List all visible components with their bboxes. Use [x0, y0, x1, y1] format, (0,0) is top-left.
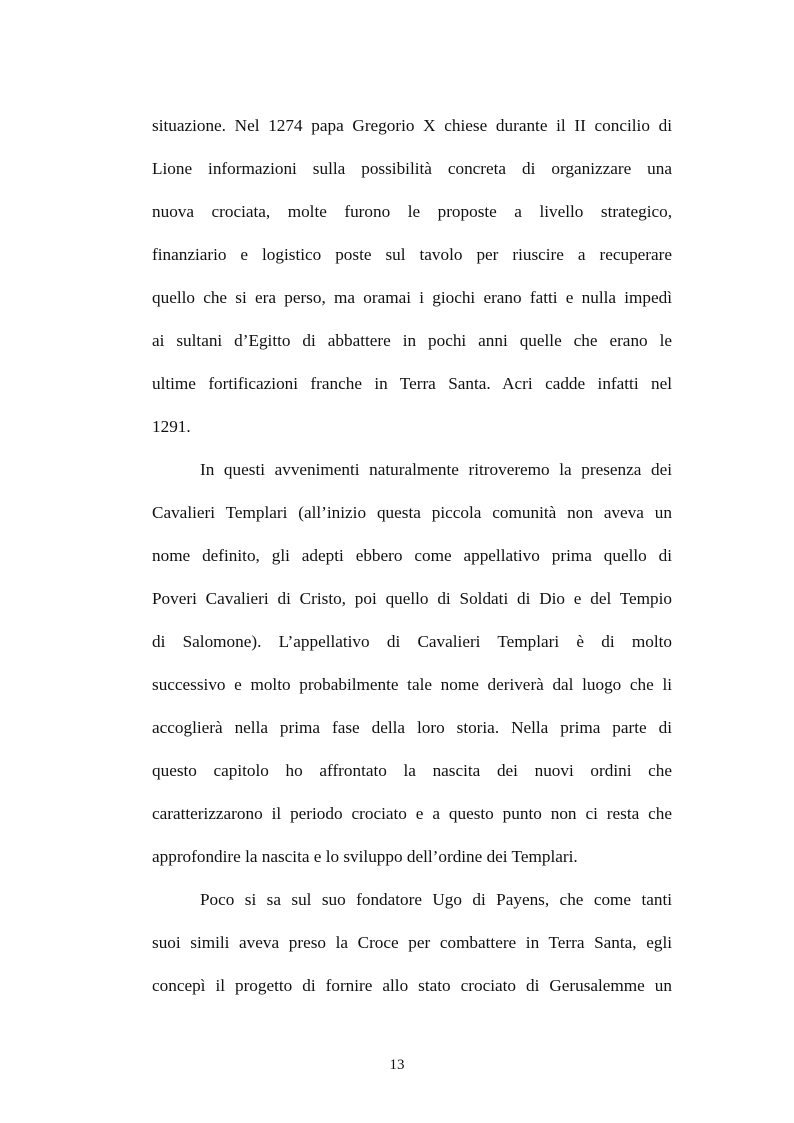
text-line: caratterizzarono il periodo crociato e a questo punto non ci resta che	[152, 804, 672, 823]
text-line: Lione informazioni sulla possibilità concreta di organizzare una	[152, 159, 672, 178]
text-line: Poveri Cavalieri di Cristo, poi quello di Soldati di Dio e del Tempio	[152, 589, 672, 608]
text-line: Poco si sa sul suo fondatore Ugo di Payens, che come tanti	[200, 890, 672, 909]
text-line: Cavalieri Templari (all’inizio questa piccola comunità non aveva un	[152, 503, 672, 522]
text-line: ultime fortificazioni franche in Terra Santa. Acri cadde infatti nel	[152, 374, 672, 393]
text-line: nome definito, gli adepti ebbero come appellativo prima quello di	[152, 546, 672, 565]
text-line: 1291.	[152, 417, 191, 436]
text-line: questo capitolo ho affrontato la nascita dei nuovi ordini che	[152, 761, 672, 780]
page-number: 13	[389, 1057, 405, 1073]
paragraph-2	[152, 454, 672, 884]
document-body	[152, 110, 672, 1013]
text-line: situazione. Nel 1274 papa Gregorio X chiese durante il II concilio di	[152, 116, 672, 135]
text-line: accoglierà nella prima fase della loro storia. Nella prima parte di	[152, 718, 672, 737]
text-line: di Salomone). L’appellativo di Cavalieri Templari è di molto	[152, 632, 672, 651]
paragraph-1	[152, 110, 672, 454]
text-line: ai sultani d’Egitto di abbattere in pochi anni quelle che erano le	[152, 331, 672, 350]
text-line: suoi simili aveva preso la Croce per combattere in Terra Santa, egli	[152, 933, 672, 952]
text-line: finanziario e logistico poste sul tavolo per riuscire a recuperare	[152, 245, 672, 264]
text-line: In questi avvenimenti naturalmente ritroveremo la presenza dei	[200, 460, 672, 479]
text-line: successivo e molto probabilmente tale nome deriverà dal luogo che li	[152, 675, 672, 694]
paragraph-3	[152, 884, 672, 1013]
text-line: nuova crociata, molte furono le proposte a livello strategico,	[152, 202, 672, 221]
text-line: concepì il progetto di fornire allo stato crociato di Gerusalemme un	[152, 976, 672, 995]
text-line: quello che si era perso, ma oramai i giochi erano fatti e nulla impedì	[152, 288, 672, 307]
text-line: approfondire la nascita e lo sviluppo dell’ordine dei Templari.	[152, 847, 578, 866]
